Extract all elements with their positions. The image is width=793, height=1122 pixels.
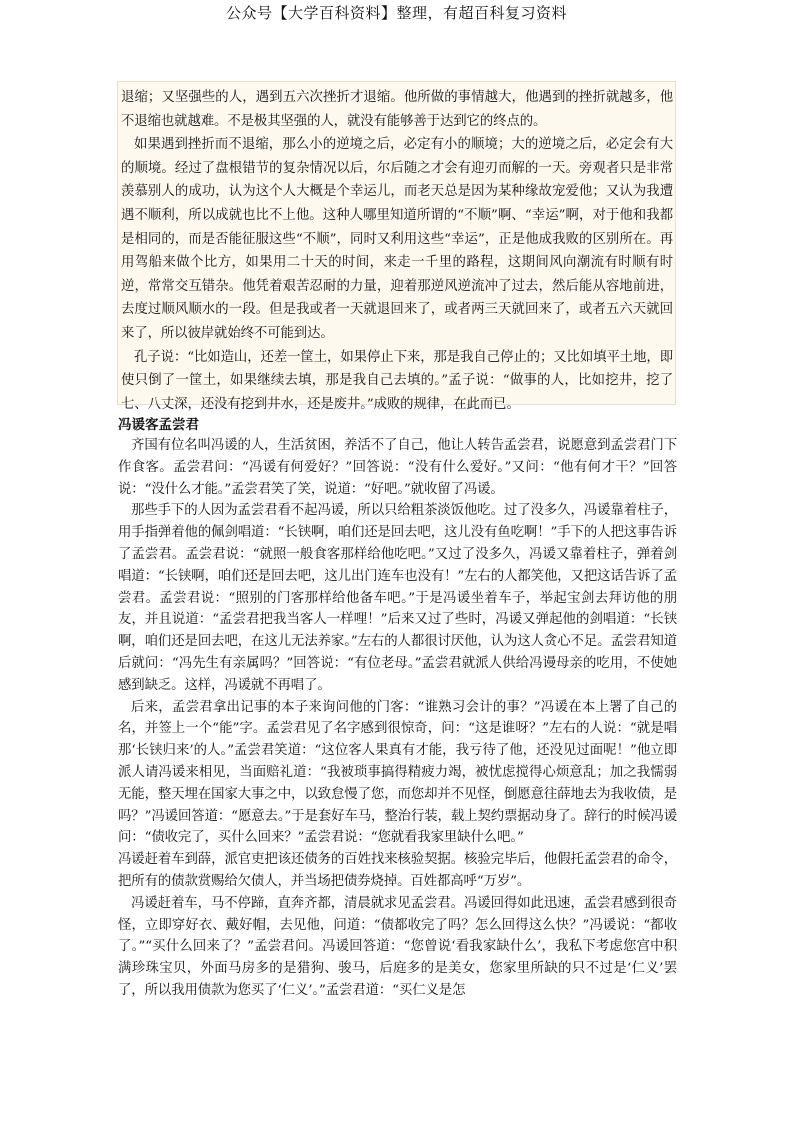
paragraph: 如果遇到挫折而不退缩，那么小的逆境之后，必定有小的顺境；大的逆境之后，必定会有大的顺境。经过了盘根错节的复杂情况以后，尔后随之才会有迎刃而解的一天。旁观者只是非常羡慕别人的成功，认为这个人大概是个幸运儿，而老天总是因为某种缘故宠爱他；又认为我遭遇不顺利，所以成就也比不上他。这种人哪里知道所谓的“不顺”啊、“幸运”啊，对于他和我都是相同的，而是否能征服这些“不顺”，同时又利用这些“幸运”，正是他成我败的区别所在。再用驾船来做个比方，如果用二十天的时间，来走一千里的路程，这期间风向潮流有时顺有时逆，常常交互错杂。他凭着艰苦忍耐的力量，迎着那逆风逆流冲了过去，然后能从容地前进，去度过顺风顺水的一段。但是我或者一天就退回来了，或者两三天就回来了，或者五六天就回来了，所以彼岸就始终不可能到达。	[121, 137, 673, 341]
paragraph: 冯谖赶着车到薛，派官吏把该还债务的百姓找来核验契据。核验完毕后，他假托孟尝君的命令，把所有的债款赏赐给欠债人，并当场把债券烧掉。百姓都高呼“万岁”。	[118, 852, 677, 889]
paragraph: 孔子说：“比如造山，还差一筐土，如果停止下来，那是我自己停止的；又比如填平土地，即使只倒了一筐土，如果继续去填，那是我自己去填的。”孟子说：“做事的人，比如挖井，挖了七、八丈深，还没有挖到井水，还是废井。”成败的规律，在此而已。	[121, 349, 673, 412]
page-header: 公众号【大学百科资料】整理，有超百科复习资料	[225, 4, 567, 22]
story-title: 冯谖客孟尝君	[118, 417, 199, 433]
paragraph: 退缩；又坚强些的人，遇到五六次挫折才退缩。他所做的事情越大，他遇到的挫折就越多，他不退缩也就越难。不是极其坚强的人，就没有能够善于达到它的终点的。	[121, 90, 673, 129]
paragraph: 后来，孟尝君拿出记事的本子来询问他的门客：“谁熟习会计的事？”冯谖在本上署了自己的名，并签上一个“能”字。孟尝君见了名字感到很惊奇，问：“这是谁呀？”左右的人说：“就是唱那‘长铗归来’的人。”孟尝君笑道：“这位客人果真有才能，我亏待了他，还没见过面呢！”他立即派人请冯谖来相见，当面赔礼道：“我被琐事搞得精疲力竭，被忧虑搅得心烦意乱；加之我懦弱无能，整天埋在国家大事之中，以致怠慢了您，而您却并不见怪，倒愿意往薛地去为我收债，是吗？”冯谖回答道：“愿意去。”于是套好车马，整治行装，载上契约票据动身了。辞行的时候冯谖问：“债收完了，买什么回来？”孟尝君说：“您就看我家里缺什么吧。”	[118, 699, 677, 846]
paragraph: 冯谖赶着车，马不停蹄，直奔齐都，清晨就求见孟尝君。冯谖回得如此迅速，孟尝君感到很奇怪，立即穿好衣、戴好帽，去见他，问道：“债都收完了吗？怎么回得这么快？”冯谖说：“都收了。”“买什么回来了？”孟尝君问。冯谖回答道：“您曾说‘看我家缺什么’，我私下考虑您宫中积满珍珠宝贝，外面马房多的是猎狗、骏马，后庭多的是美女，您家里所缺的只不过是‘仁义’罢了，所以我用债款为您买了‘仁义’。”孟尝君道：“买仁义是怎	[118, 895, 677, 998]
paragraph: 那些手下的人因为孟尝君看不起冯谖，所以只给粗茶淡饭他吃。过了没多久，冯谖靠着柱子，用手指弹着他的佩剑唱道：“长铗啊，咱们还是回去吧，这儿没有鱼吃啊！”手下的人把这事告诉了孟尝君。孟尝君说：“就照一般食客那样给他吃吧。”又过了没多久，冯谖又靠着柱子，弹着剑唱道：“长铗啊，咱们还是回去吧，这儿出门连车也没有！”左右的人都笑他，又把这话告诉了孟尝君。孟尝君说：“照别的门客那样给他备车吧。”于是冯谖坐着车子，举起宝剑去拜访他的朋友，并且说道：“孟尝君把我当客人一样哩！”后来又过了些时，冯谖又弹起他的剑唱道：“长铗啊，咱们还是回去吧，在这儿无法养家。”左右的人都很讨厌他，认为这人贪心不足。孟尝君知道后就问：“冯先生有亲属吗？”回答说：“有位老母。”孟尝君就派人供给冯谩母亲的吃用，不使她感到缺乏。这样，冯谖就不再唱了。	[118, 503, 677, 693]
paragraph: 齐国有位名叫冯谖的人，生活贫困，养活不了自己，他让人转告孟尝君，说愿意到孟尝君门下作食客。孟尝君问：“冯谖有何爱好？”回答说：“没有什么爱好。”又问：“他有何才干？”回答说：“没什么才能。”孟尝君笑了笑，说道：“好吧。”就收留了冯谖。	[118, 438, 677, 497]
story-section	[118, 415, 677, 1002]
boxed-excerpt	[117, 81, 676, 412]
